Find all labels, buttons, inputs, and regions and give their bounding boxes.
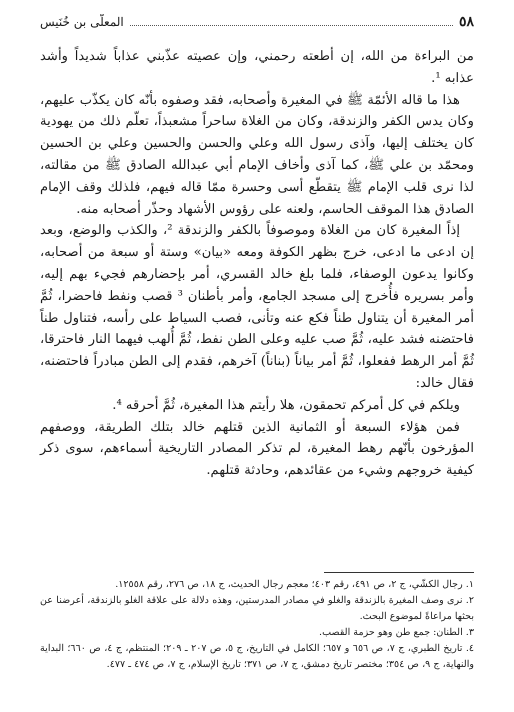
header-dotted-leader bbox=[130, 17, 453, 26]
paragraph: هذا ما قاله الأئمّة ﷺ في المغيرة وأصحابه، فقد وصفوه بأنّه كان يكذّب عليهم، وكان يدس الكفر والزندقة، وكان من الغلاة ساحراً مشعبذاً، تعلّم ذلك من يهودية كان يختلف إليها، وآذى رسول الله وعلي والحسن والحسين وعلي بن الحسين ومحمّد بن علي ﷺ، كما آذى وأخاف الإمام أبي عبدالله الصادق ﷺ من مقالته، لذا نرى قلب الإمام ﷺ يتقطّع أسى وحسرة ممّا قاله فيهم، فلذلك وقف الإمام الصادق هذا الموقف الحاسم، ولعنه على رؤوس الأشهاد وحذّر أصحابه منه. bbox=[40, 92, 474, 217]
paragraph: من البراءة من الله، إن أطعته رحمني، وإن عصيته عذّبني عذاباً شديداً وأشد عذابه ¹. bbox=[40, 49, 474, 86]
paragraph: ويلكم في كل أمركم تحمقون، هلا رأيتم هذا المغيرة، ثُمَّ أحرقه ⁴. bbox=[112, 397, 460, 413]
footnote: ٣. الطنان: جمع طن وهو حزمة القصب. bbox=[319, 627, 474, 638]
footnote: ٢. نرى وصف المغيرة بالزندقة والغلو في مصادر المدرستين، وهذه دلالة على علاقة الغلو بالزندقة، أعرضنا عن بحثها مراعاةً لموضوع البحث. bbox=[40, 595, 474, 622]
footnotes bbox=[40, 572, 474, 673]
paragraph: فمن هؤلاء السبعة أو الثمانية الذين قتلهم خالد بتلك الطريقة، ووصفهم المؤرخون بأنّهم رهط المغيرة، لم تذكر المصادر التاريخية أسماءهم، سوى ذكر كيفية خروجهم وشيء من عقائدهم، وحادثة قتلهم. bbox=[40, 419, 474, 479]
page-header bbox=[40, 14, 474, 36]
footnote: ١. رجال الكشّي، ج ٢، ص ٤٩١، رقم ٤٠٣؛ معجم رجال الحديث، ج ١٨، ص ٢٧٦، رقم ١٢٥٥٨. bbox=[115, 579, 474, 590]
paragraph: إذاً المغيرة كان من الغلاة وموصوفاً بالكفر والزندقة ²، والكذب والوضع، وبعد إن ادعى ما ادعى، خرج بظهر الكوفة ومعه «بيان» وستة أو سبعة من أصحابه، وكانوا يدعون الوصفاء، فلما بلغ خالد القسري، أمر بإحضارهم فجيء بهم إليه، وأمر بسريره فأُخرج إلى مسجد الجامع، وأمر بأطنان ³ قصب ونفط فاحضرا، ثُمَّ أمر المغيرة أن يتناول طناً فكع عنه وتأنى، فصب السياط على رأسه، فتناول طناً فاحتضنه فشد عليه، ثُمَّ صب عليه وعلى الطن نفط، ثُمَّ أُلهب فيهما النار فاحترقا، ثُمَّ أمر الرهط ففعلوا، ثُمَّ أمر بياناً (بناناً) آخرهم، فقدم إلى الطن مبادراً فاحتضنه، فقال خالد: bbox=[40, 223, 474, 391]
footnote-divider bbox=[324, 572, 474, 573]
main-text bbox=[40, 46, 474, 482]
footnote: ٤. تاريخ الطبري، ج ٧، ص ٦٥٦ و ٦٥٧؛ الكامل في التاريخ، ج ٥، ص ٢٠٧ ـ ٢٠٩؛ المنتظم، ج ٤، ص ٦٦٠؛ البداية والنهاية، ج ٩، ص ٣٥٤؛ مختصر تاريخ دمشق، ج ٧، ص ٣٧١؛ تاريخ الإسلام، ج ٧، ص ٤٧٤ ـ ٤٧٧. bbox=[40, 643, 475, 670]
page-number: ٥٨ bbox=[458, 14, 474, 30]
running-title: المعلّى بن خُنَيس bbox=[40, 15, 124, 29]
